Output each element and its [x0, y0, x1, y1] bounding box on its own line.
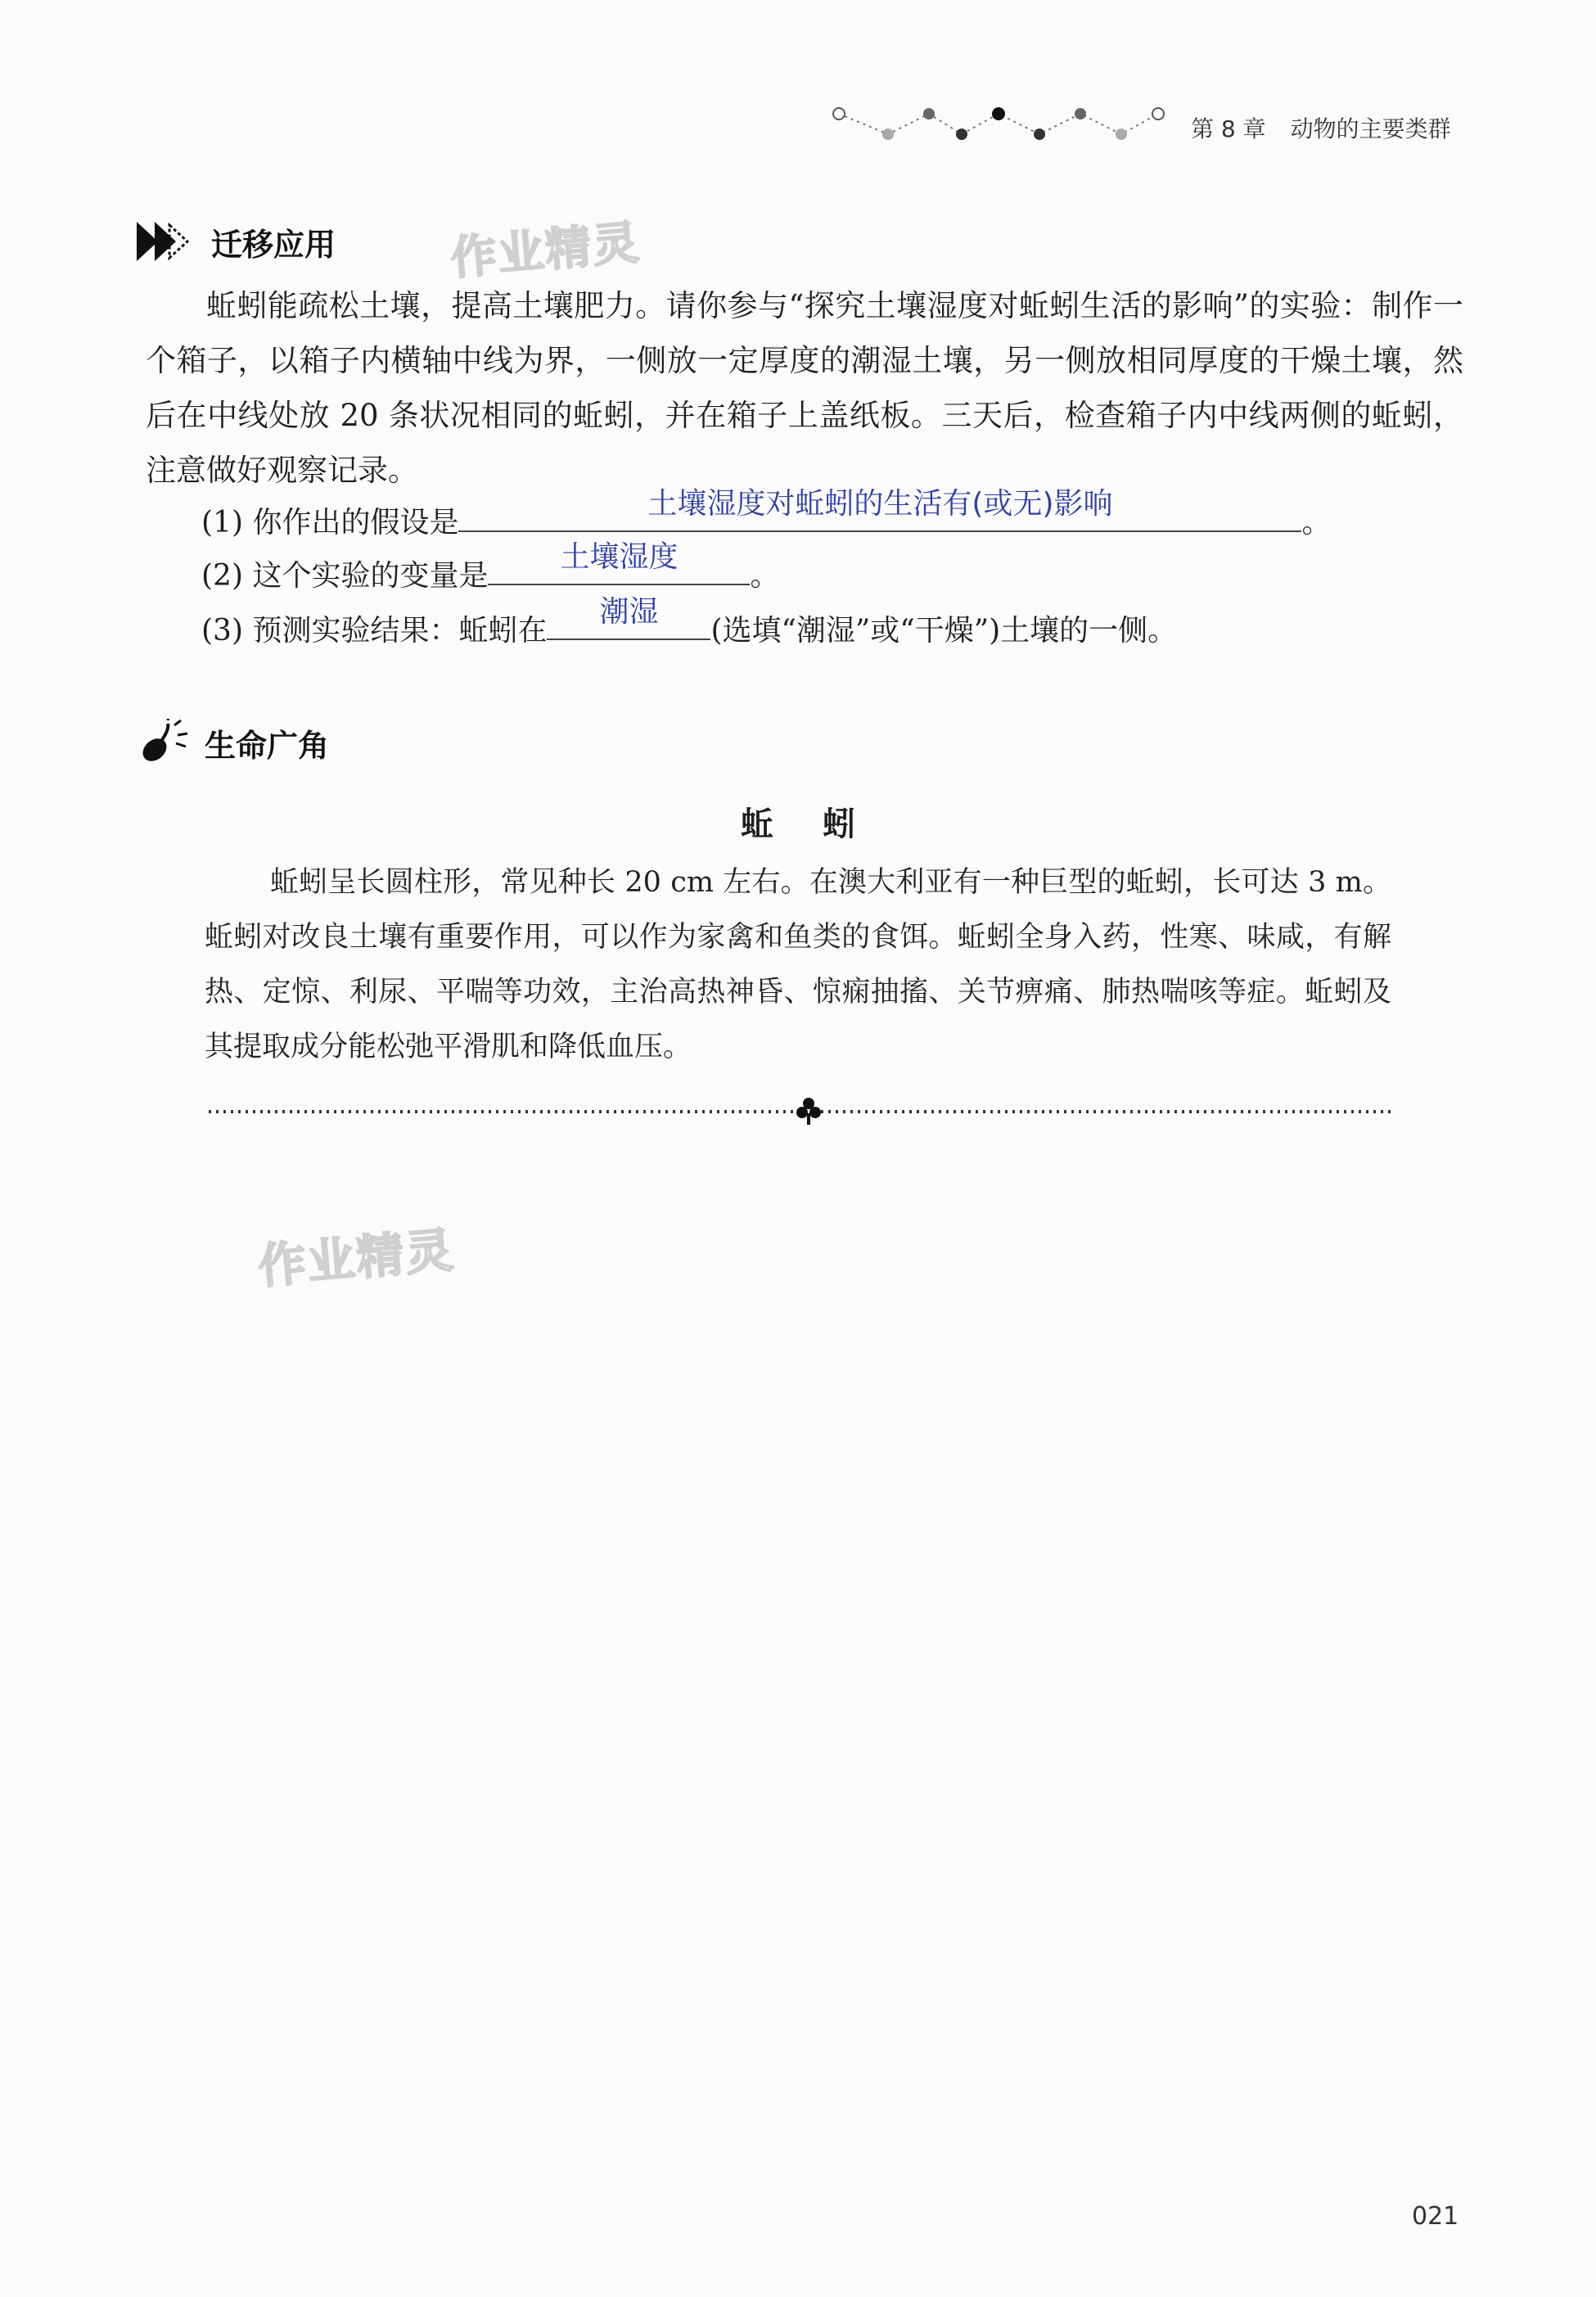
header-bead-chain-decoration — [827, 92, 1179, 149]
answer-blank-1[interactable] — [458, 487, 1301, 532]
chapter-header — [1191, 111, 1476, 144]
question-2-prefix: (2) 这个实验的变量是 — [201, 559, 489, 593]
question-3-prefix: (3) 预测实验结果：蚯蚓在 — [201, 614, 548, 648]
dotted-divider — [209, 1095, 1391, 1128]
handwritten-answer-3: 潮湿 — [599, 595, 659, 629]
question-3-suffix: (选填“潮湿”或“干燥”)土壤的一侧。 — [710, 614, 1178, 648]
question-1-suffix: 。 — [1301, 506, 1332, 539]
handwritten-answer-2: 土壤湿度 — [560, 540, 679, 574]
answer-blank-2[interactable] — [488, 540, 750, 585]
question-2-suffix: 。 — [750, 559, 780, 593]
watermark-text-2: 作业精灵 — [255, 1221, 457, 1295]
double-arrow-icon — [135, 217, 192, 266]
article-body: 蚯蚓呈长圆柱形，常见种长 20 cm 左右。在澳大利亚有一种巨型的蚯蚓，长可达 3 m。蚯蚓对改良土壤有重要作用，可以作为家禽和鱼类的食饵。蚯蚓全身入药，性寒、味咸，有解热、定惊、利尿、平喘等功效，主治高热神昏、惊痫抽搐、关节痹痛、肺热喘咳等症。蚯蚓及其提取成分能松弛平滑肌和降低血压。 — [205, 866, 1391, 1063]
article-title: 蚯蚓 — [741, 806, 904, 843]
answer-blank-3[interactable] — [547, 595, 710, 640]
problem-paragraph: 蚯蚓能疏松土壤，提高土壤肥力。请你参与“探究土壤湿度对蚯蚓生活的影响”的实验：制作一个箱子，以箱子内横轴中线为界，一侧放一定厚度的潮湿土壤，另一侧放相同厚度的干燥土壤，然后在中线处放 20 条状况相同的蚯蚓，并在箱子上盖纸板。三天后，检查箱子内中线两侧的蚯蚓，注意做好观察记录。 — [146, 288, 1463, 488]
watermark-text: 作业精灵 — [449, 215, 642, 286]
club-icon — [796, 1098, 821, 1125]
question-1 — [201, 487, 1332, 541]
page-number: 021 — [1412, 2202, 1459, 2231]
question-3 — [201, 595, 1178, 649]
question-1-prefix: (1) 你作出的假设是 — [201, 506, 459, 539]
chapter-title: 动物的主要类群 — [1290, 115, 1451, 142]
handwritten-answer-1: 土壤湿度对蚯蚓的生活有(或无)影响 — [647, 487, 1113, 521]
bulb-icon — [135, 719, 192, 768]
section-title-life: 生命广角 — [205, 728, 330, 764]
chapter-number: 第 8 章 — [1191, 115, 1266, 142]
section-title-transfer: 迁移应用 — [211, 227, 336, 263]
